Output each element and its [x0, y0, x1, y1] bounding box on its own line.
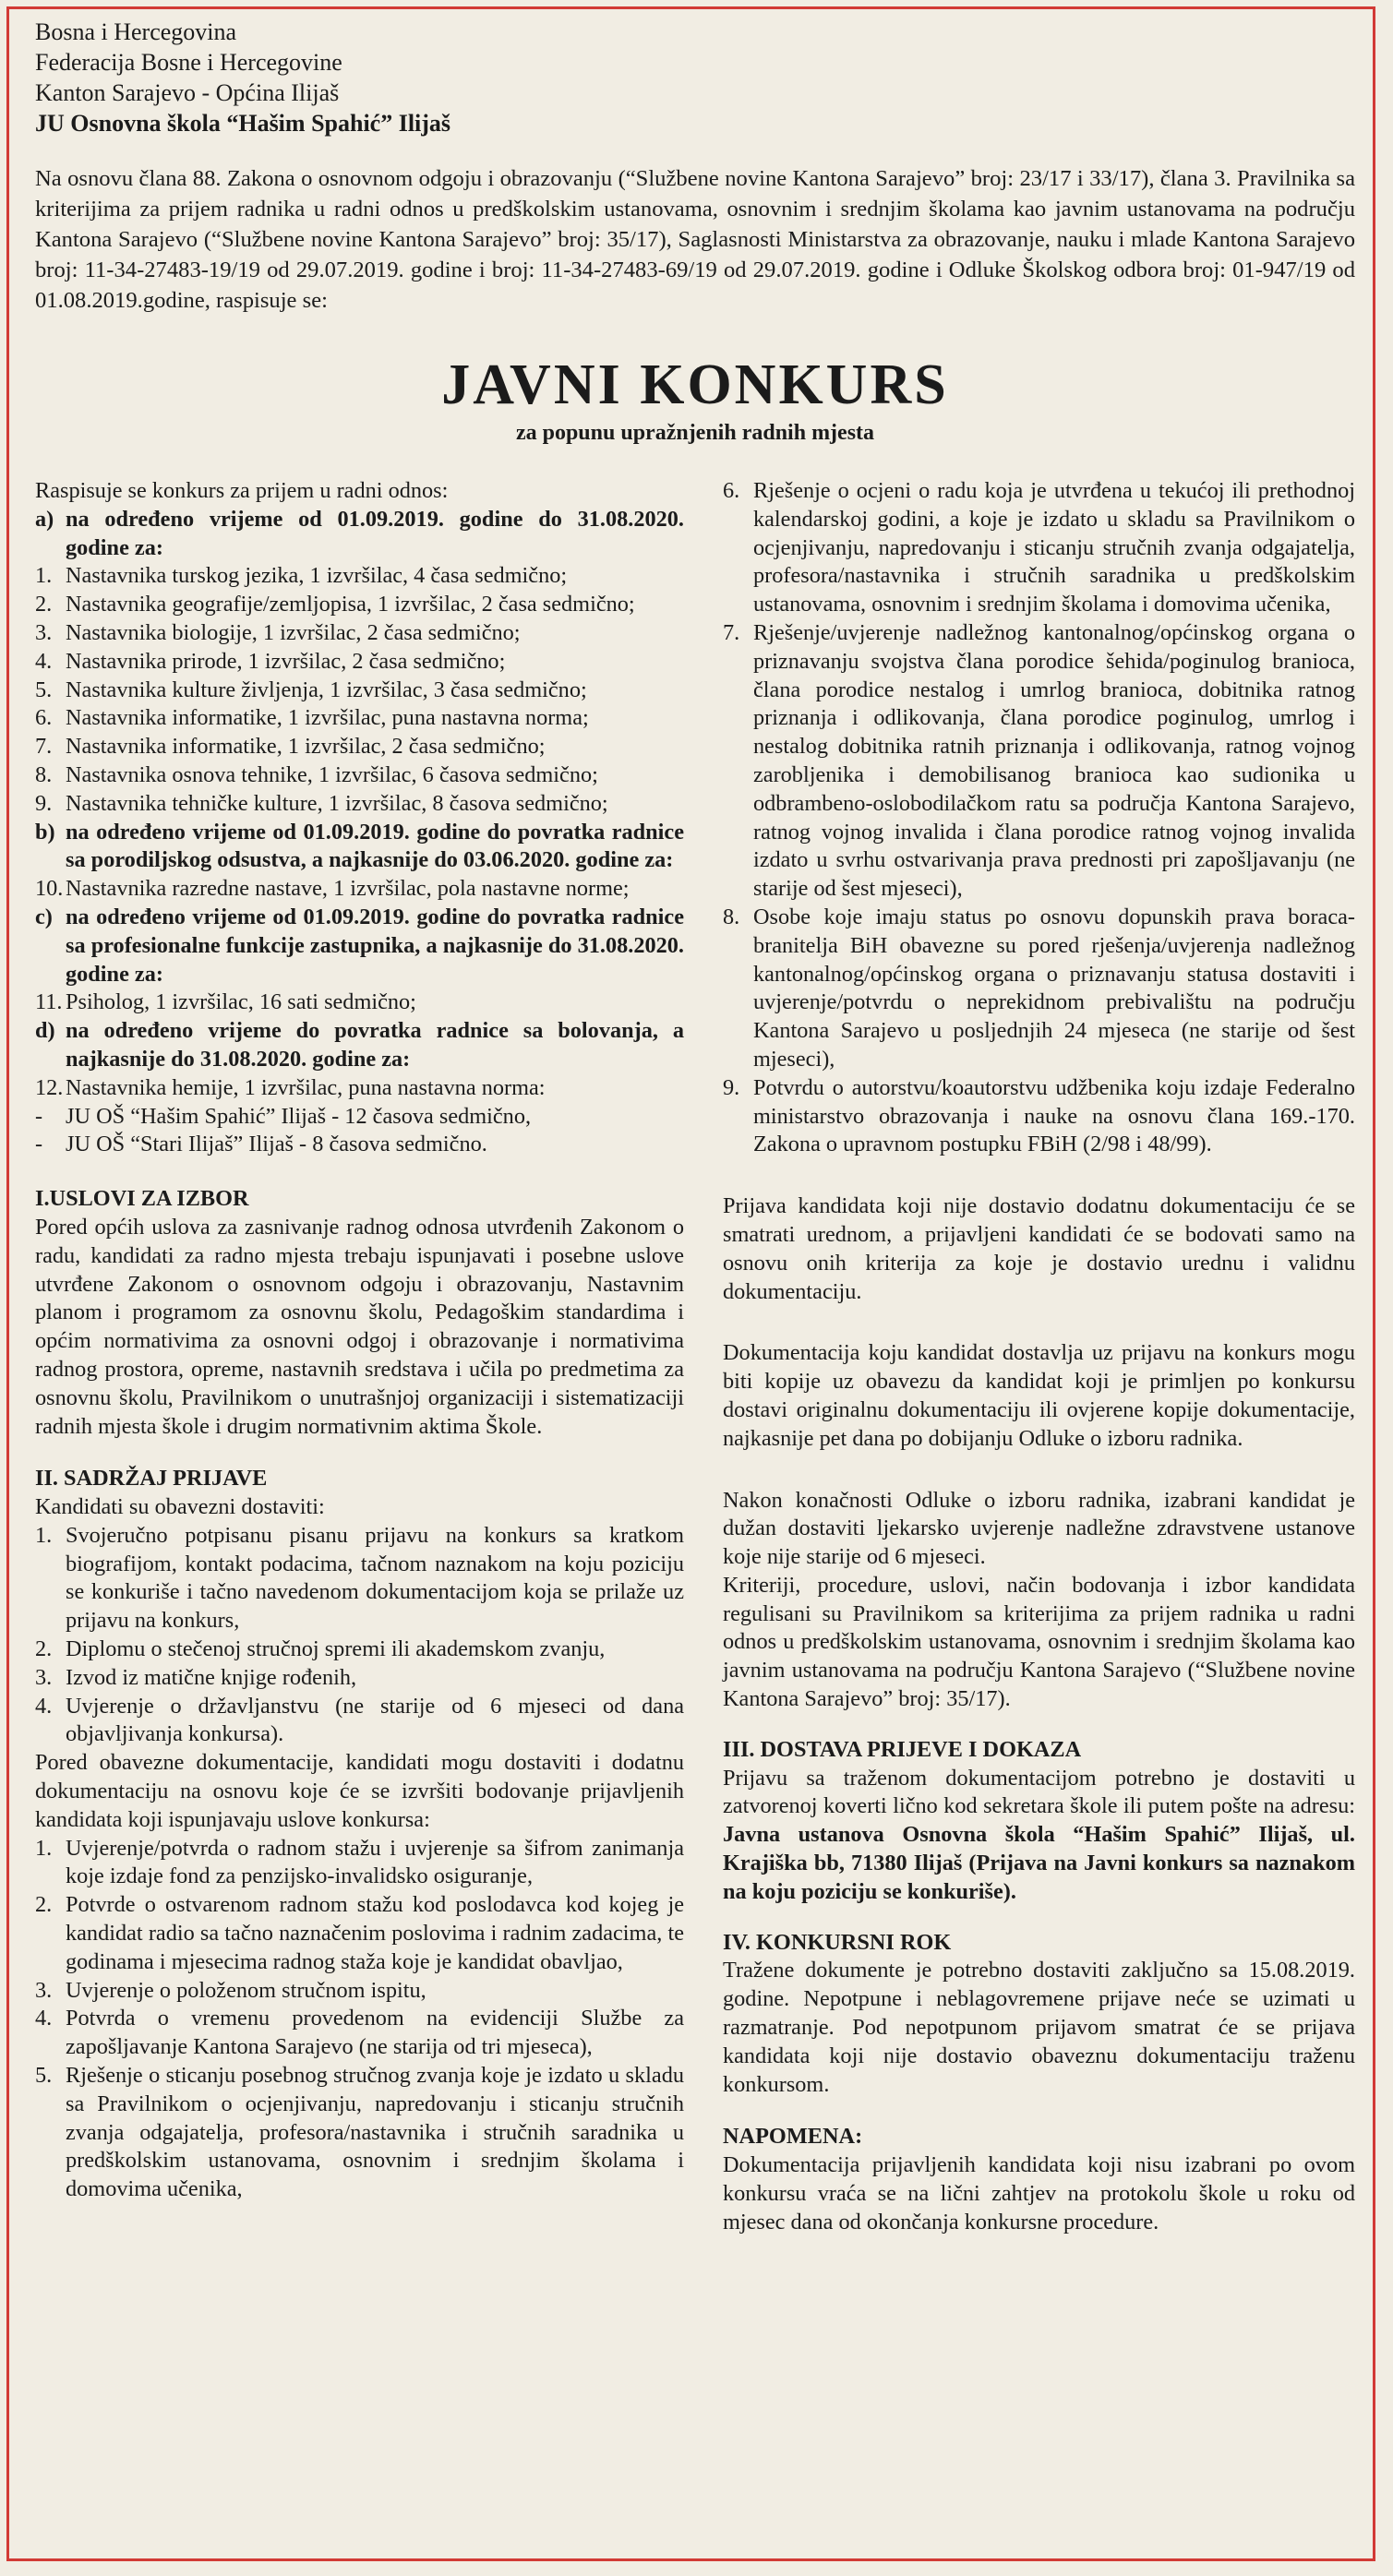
item-text: JU OŠ “Stari Ilijaš” Ilijaš - 8 časova sedmično.	[66, 1132, 487, 1157]
sub-list-item	[35, 1103, 684, 1132]
list-item	[35, 591, 684, 619]
list-item	[35, 677, 684, 705]
delivery-address: Javna ustanova Osnovna škola “Hašim Spahić” Ilijaš, ul. Krajiška bb, 71380 Ilijaš (Prijava na Javni konkurs sa naznakom na koju poziciju se konkuriše).	[723, 1822, 1355, 1904]
item-text: Nastavnika kulture življenja, 1 izvršilac, 3 časa sedmično;	[66, 677, 587, 702]
section-text-deadline: Tražene dokumente je potrebno dostaviti zaključno sa 15.08.2019. godine. Nepotpune i neblagovremene prijave neće se uzimati u razmatranje. Pod nepotpunom prijavom smatrat će se prijava kandidata koji nije dostavio obaveznu dokumentaciju traženu konkursom.	[723, 1958, 1355, 2097]
item-number: 12.	[35, 1074, 64, 1100]
list-item	[35, 2005, 684, 2062]
document-page	[35, 17, 1355, 2237]
item-text: Potvrde o ostvarenom radnom stažu kod poslodavca kod kojeg je kandidat radio sa tačno naznačenim poslovima i radnim zadacima, te godinama i mjesecima radnog staža koje je kandidat obavljao,	[66, 1892, 684, 1974]
item-text: Svojeručno potpisanu pisanu prijavu na konkurs sa kratkom biografijom, kontakt podacima, tačnom naznakom na koju poziciju se konkuriše i tačno navedenom dokumentacijom koja se prilaže uz prijavu na konkurs,	[66, 1522, 684, 1634]
list-item	[723, 619, 1355, 904]
item-number: 10.	[35, 876, 64, 902]
item-text: JU OŠ “Hašim Spahić” Ilijaš - 12 časova sedmično,	[66, 1103, 532, 1129]
list-item	[35, 988, 684, 1017]
note-heading: NAPOMENA:	[723, 2124, 863, 2150]
section-heading-contents: II. SADRŽAJ PRIJAVE	[35, 1466, 268, 1492]
item-number: 11.	[35, 989, 63, 1015]
right-column	[723, 477, 1355, 2237]
document-title: JAVNI KONKURS	[441, 353, 949, 416]
item-text: Nastavnika osnova tehnike, 1 izvršilac, 6 časova sedmično;	[66, 761, 598, 787]
item-number: 1.	[35, 563, 53, 589]
item-text: Nastavnika hemije, 1 izvršilac, puna nastavna norma:	[66, 1074, 546, 1100]
item-number: 7.	[723, 619, 740, 645]
list-item	[35, 1977, 684, 2006]
list-item	[723, 1074, 1355, 1159]
list-item	[35, 1074, 684, 1103]
list-item	[35, 562, 684, 591]
header-line-federation: Federacija Bosne i Hercegovine	[35, 49, 342, 76]
item-text: Psiholog, 1 izvršilac, 16 sati sedmično;	[66, 989, 416, 1015]
list-item	[723, 477, 1355, 619]
paragraph-copies: Dokumentacija koju kandidat dostavlja uz prijavu na konkurs mogu biti kopije uz obavezu da kandidat koji je primljen po konkursu dostavi originalnu dokumentaciju ili ovjerene kopije dokumentacije, najkasnije pet dana po dobijanju Odluke o izboru radnika.	[723, 1340, 1355, 1451]
list-item	[35, 790, 684, 819]
header-line-school: JU Osnovna škola “Hašim Spahić” Ilijaš	[35, 110, 451, 137]
item-text: Nastavnika biologije, 1 izvršilac, 2 časa sedmično;	[66, 619, 521, 645]
intro-paragraph: Na osnovu člana 88. Zakona o osnovnom odgoju i obrazovanju (“Službene novine Kantona Sarajevo” broj: 23/17 i 33/17), člana 3. Pravilnika sa kriterijima za prijem radnika u radni odnos u predškolskim ustanovama, osnovnim i srednjim školama kao javnim ustanovama na području Kantona Sarajevo (“Službene novine Kantona Sarajevo” broj: 35/17), Saglasnosti Ministarstva za obrazovanje, nauku i mlade Kantona Sarajevo broj: 11-34-27483-19/19 od 29.07.2019. godine i broj: 11-34-27483-69/19 od 29.07.2019. godine i Odluke Školskog odbora broj: 01-947/19 od 01.08.2019.godine, raspisuje se:	[35, 166, 1355, 313]
item-text: Rješenje o ocjeni o radu koja je utvrđena u tekućoj ili prethodnoj kalendarskoj godini, a koje je izdato u skladu sa Pravilnikom o ocjenjivanju, napredovanju i sticanju stručnih zvanja odgajatelja, profesora/nastavnika i stručnih saradnika u predškolskim ustanovama, osnovnim i srednjim školama i domovima učenika,	[753, 478, 1355, 617]
paragraph-additional-docs: Prijava kandidata koji nije dostavio dodatnu dokumentaciju će se smatrati urednom, a prijavljeni kandidati će se bodovati samo na osnovu onih kriterija za koje je dostavio urednu i validnu dokumentaciju.	[723, 1193, 1355, 1304]
document-subtitle: za popunu upražnjenih radnih mjesta	[515, 421, 875, 445]
opening-line: Raspisuje se konkurs za prijem u radni odnos:	[35, 478, 449, 503]
item-number: 3.	[35, 1664, 53, 1690]
header-line-canton: Kanton Sarajevo - Općina Ilijaš	[35, 79, 340, 106]
item-number: 8.	[35, 761, 53, 787]
item-number: 3.	[35, 1977, 53, 2003]
item-number: 2.	[35, 1892, 53, 1918]
item-text: Rješenje o sticanju posebnog stručnog zvanja koje je izdato u skladu sa Pravilnikom o ocjenjivanju, napredovanju i sticanju stručnih zvanja odgajatelja, profesora/nastavnika i stručnih saradnika u predškolskim ustanovama, osnovnim i srednjim školama i domovima učenika,	[66, 2063, 684, 2202]
sub-list-item	[35, 1131, 684, 1159]
item-text: Uvjerenje o državljanstvu (ne starije od 6 mjeseci od dana objavljivanja konkursa).	[66, 1693, 684, 1747]
group-c-heading	[35, 904, 684, 988]
item-text: Osobe koje imaju status po osnovu dopunskih prava boraca-branitelja BiH obavezne su pored rješenja/uvjerenja nadležnog kantonalnog/općinskog organa o priznavanju statusa dostaviti i uvjerenje/potvrdu o neprekidnom prebivalištu na području Kantona Sarajevo u posljednjih 24 mjeseca (ne starije od šest mjeseci),	[753, 904, 1355, 1072]
item-text: Nastavnika razredne nastave, 1 izvršilac, pola nastavne norme;	[66, 876, 630, 902]
group-text: na određeno vrijeme od 01.09.2019. godine do povratka radnice sa profesionalne funkcije zastupnika, a najkasnije do 31.08.2020. godine za:	[66, 904, 684, 987]
list-item	[35, 648, 684, 677]
header-line-country: Bosna i Hercegovina	[35, 18, 237, 45]
section-text-conditions: Pored općih uslova za zasnivanje radnog odnosa utvrđenih Zakonom o radu, kandidati za radno mjesta trebaju ispunjavati i posebne uslove utvrđene Zakonom o osnovnom odgoju i obrazovanju, Nastavnim planom i programom za osnovnu školu, Pedagoškim standardima i općim normativima za osnovni odgoj i obrazovanje i normativima radnog prostora, opreme, nastavnih sredstava i učila po predmetima za osnovnu školu, Pravilnikom o unutrašnjoj organizaciji i sistematizaciji radnih mjesta škole i drugim normativnim aktima Škole.	[35, 1214, 684, 1439]
item-number: 8.	[723, 904, 740, 929]
group-letter: d)	[35, 1018, 55, 1044]
item-text: Nastavnika geografije/zemljopisa, 1 izvršilac, 2 časa sedmično;	[66, 592, 635, 617]
group-letter: b)	[35, 819, 55, 845]
item-number: 5.	[35, 2063, 53, 2089]
section-heading-conditions: I.USLOVI ZA IZBOR	[35, 1186, 249, 1212]
list-item	[35, 875, 684, 904]
section-lead-contents: Kandidati su obavezni dostaviti:	[35, 1494, 325, 1520]
list-item	[35, 733, 684, 761]
list-item	[35, 761, 684, 790]
item-text: Nastavnika informatike, 1 izvršilac, puna nastavna norma;	[66, 705, 589, 731]
group-letter: a)	[35, 506, 54, 532]
item-number: 1.	[35, 1835, 53, 1861]
group-text: na određeno vrijeme od 01.09.2019. godine do 31.08.2020. godine za:	[66, 506, 684, 560]
item-number: 1.	[35, 1522, 53, 1548]
item-text: Nastavnika tehničke kulture, 1 izvršilac, 8 časova sedmično;	[66, 790, 608, 816]
section-mid-contents: Pored obavezne dokumentacije, kandidati mogu dostaviti i dodatnu dokumentaciju na osnovu koje će se izvršiti bodovanje prijavljenih kandidata koji ispunjavaju uslove konkursa:	[35, 1750, 684, 1832]
list-item	[723, 904, 1355, 1074]
group-text: na određeno vrijeme do povratka radnice sa bolovanja, a najkasnije do 31.08.2020. godine za:	[66, 1018, 684, 1072]
item-number: 2.	[35, 1636, 53, 1662]
note-text: Dokumentacija prijavljenih kandidata koji nisu izabrani po ovom konkursu vraća se na lični zahtjev na protokolu škole u roku od mjesec dana od okončanja konkursne procedure.	[723, 2152, 1355, 2235]
item-text: Uvjerenje o položenom stručnom ispitu,	[66, 1977, 426, 2003]
item-number: 9.	[723, 1074, 740, 1100]
list-item	[35, 704, 684, 733]
item-text: Diplomu o stečenoj stručnoj spremi ili akademskom zvanju,	[66, 1636, 606, 1662]
item-text: Nastavnika turskog jezika, 1 izvršilac, 4 časa sedmično;	[66, 563, 568, 589]
item-text: Potvrdu o autorstvu/koautorstvu udžbenika koju izdaje Federalno ministarstvo obrazovanja i nauke na osnovu člana 169.-170. Zakona o upravnom postupku FBiH (2/98 i 48/99).	[753, 1074, 1355, 1157]
item-text: Nastavnika informatike, 1 izvršilac, 2 časa sedmično;	[66, 734, 546, 760]
item-number: 9.	[35, 790, 53, 816]
item-number: 4.	[35, 648, 53, 674]
group-b-heading	[35, 819, 684, 876]
list-item	[35, 1635, 684, 1664]
left-column	[35, 477, 684, 2237]
group-text: na određeno vrijeme od 01.09.2019. godine do povratka radnice sa porodiljskog odsustva, a najkasnije do 03.06.2020. godine za:	[66, 819, 684, 873]
item-text: Rješenje/uvjerenje nadležnog kantonalnog/općinskog organa o priznavanju svojstva člana porodice šehida/poginulog branioca, člana porodice nestalog i umrlog branioca, dobitnika ratnog priznanja i odlikovanja, člana porodice poginulog, umrlog i nestalog dobitnika ratnih priznanja i odlikovanja, ratnog vojnog zarobljenika i demobilisanog branioca kao sudionika u odbrambeno-oslobodilačkom ratu sa područja Kantona Sarajevo, ratnog vojnog invalida i člana porodice ratnog vojnog invalida izdato u svrhu ostvarivanja prava prednosti pri zapošljavanju (ne starije od šest mjeseci),	[753, 619, 1355, 902]
item-number: 5.	[35, 677, 53, 702]
delivery-text: Prijavu sa traženom dokumentacijom potrebno je dostaviti u zatvorenoj koverti lično kod sekretara škole ili putem pošte na adresu:	[723, 1765, 1355, 1819]
paragraph-criteria: Kriteriji, procedure, uslovi, način bodovanja i izbor kandidata regulisani su Pravilnikom sa kriterijima za prijem radnika u radni odnos u predškolskim ustanovama, osnovnim i srednjim školama kao javnim ustanovama na području Kantona Sarajevo (“Službene novine Kantona Sarajevo” broj: 35/17).	[723, 1572, 1355, 1712]
letterhead	[35, 17, 1355, 138]
list-item	[35, 1891, 684, 1976]
group-a-heading	[35, 506, 684, 563]
item-number: 2.	[35, 592, 53, 617]
item-number: 6.	[723, 478, 740, 503]
item-number: 6.	[35, 705, 53, 731]
section-text-delivery	[723, 1765, 1355, 1907]
section-heading-deadline: IV. KONKURSNI ROK	[723, 1929, 952, 1955]
item-number: 3.	[35, 619, 53, 645]
section-heading-delivery: III. DOSTAVA PRIJEVE I DOKAZA	[723, 1736, 1082, 1762]
list-item	[35, 619, 684, 648]
item-text: Izvod iz matične knjige rođenih,	[66, 1664, 357, 1690]
item-number: 4.	[35, 2006, 53, 2031]
list-item	[35, 1522, 684, 1635]
item-number: 4.	[35, 1693, 53, 1719]
paragraph-medical: Nakon konačnosti Odluke o izboru radnika, izabrani kandidat je dužan dostaviti ljekarsko uvjerenje nadležne zdravstvene ustanove koje nije starije od 6 mjeseci.	[723, 1487, 1355, 1570]
item-text: Nastavnika prirode, 1 izvršilac, 2 časa sedmično;	[66, 648, 506, 674]
item-text: Uvjerenje/potvrda o radnom stažu i uvjerenje sa šifrom zanimanja koje izdaje fond za penzijsko-invalidsko osiguranje,	[66, 1835, 684, 1889]
item-dash: -	[35, 1132, 43, 1157]
list-item	[35, 1693, 684, 1750]
list-item	[35, 1835, 684, 1892]
group-letter: c)	[35, 904, 53, 929]
list-item	[35, 2062, 684, 2204]
two-column-body	[35, 477, 1355, 2237]
list-item	[35, 1664, 684, 1693]
item-number: 7.	[35, 734, 53, 760]
item-dash: -	[35, 1103, 43, 1129]
group-d-heading	[35, 1017, 684, 1074]
item-text: Potvrda o vremenu provedenom na evidenciji Službe za zapošljavanje Kantona Sarajevo (ne starija od tri mjeseca),	[66, 2006, 684, 2060]
